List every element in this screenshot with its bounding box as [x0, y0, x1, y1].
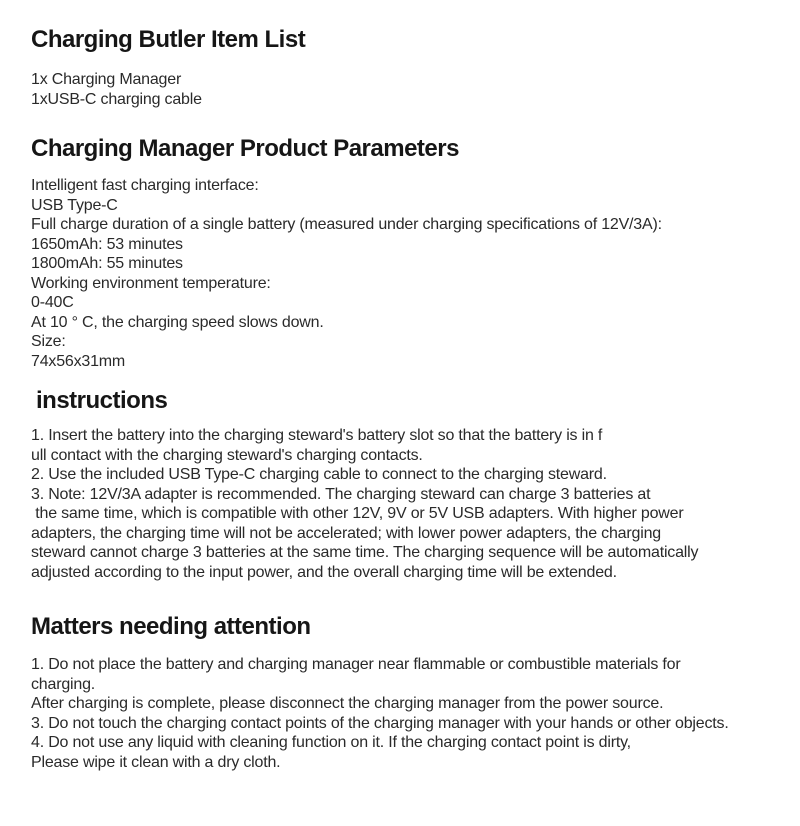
text-line: 1800mAh: 55 minutes [31, 255, 183, 272]
text-line: USB Type-C [31, 196, 118, 214]
text-line: 1. Insert the battery into the charging steward's battery slot so that the battery is in f [31, 427, 603, 444]
text-line: adapters, the charging time will not be accelerated; with lower power adapters, the charging [31, 524, 661, 542]
section-product-parameters [31, 135, 772, 371]
text-line: steward cannot charge 3 batteries at the same time. The charging sequence will be automatically [31, 544, 699, 561]
text-line: 0-40C [31, 294, 74, 311]
section-heading-item-list: Charging Butler Item List [31, 26, 306, 53]
text-line: adjusted according to the input power, and the overall charging time will be extended. [31, 563, 617, 581]
text-line: Please wipe it clean with a dry cloth. [31, 753, 281, 771]
product-parameters-lines [31, 176, 772, 371]
text-line: At 10 ° C, the charging speed slows down. [31, 313, 324, 331]
section-item-list [31, 26, 772, 109]
text-line: the same time, which is compatible with other 12V, 9V or 5V USB adapters. With higher power [31, 505, 684, 522]
item-list-lines [31, 70, 772, 109]
text-line: 1. Do not place the battery and charging manager near flammable or combustible materials for [31, 656, 681, 673]
text-line: 1x Charging Manager [31, 71, 182, 88]
text-line: Full charge duration of a single battery (measured under charging specifications of 12V/3A): [31, 216, 662, 233]
section-heading-product-parameters: Charging Manager Product Parameters [31, 135, 459, 162]
attention-lines [31, 655, 772, 772]
text-line: Intelligent fast charging interface: [31, 177, 259, 194]
section-heading-instructions: instructions [36, 387, 168, 414]
text-line: After charging is complete, please disconnect the charging manager from the power source. [31, 695, 664, 712]
text-line: 3. Note: 12V/3A adapter is recommended. The charging steward can charge 3 batteries at [31, 485, 651, 503]
text-line: 2. Use the included USB Type-C charging cable to connect to the charging steward. [31, 466, 607, 483]
text-line: Size: [31, 333, 66, 350]
text-line: 3. Do not touch the charging contact points of the charging manager with your hands or other objects. [31, 714, 729, 732]
product-document [0, 26, 800, 772]
text-line: 74x56x31mm [31, 352, 126, 370]
text-line: 1xUSB-C charging cable [31, 90, 202, 108]
text-line: Working environment temperature: [31, 274, 271, 292]
section-heading-matters-needing-attention: Matters needing attention [31, 613, 311, 640]
section-matters-needing-attention [31, 613, 772, 772]
text-line: ull contact with the charging steward's charging contacts. [31, 446, 423, 464]
text-line: 1650mAh: 53 minutes [31, 235, 183, 253]
text-line: 4. Do not use any liquid with cleaning function on it. If the charging contact point is dirty, [31, 734, 631, 751]
instructions-lines [31, 426, 772, 582]
text-line: charging. [31, 675, 96, 693]
section-instructions [31, 387, 772, 582]
